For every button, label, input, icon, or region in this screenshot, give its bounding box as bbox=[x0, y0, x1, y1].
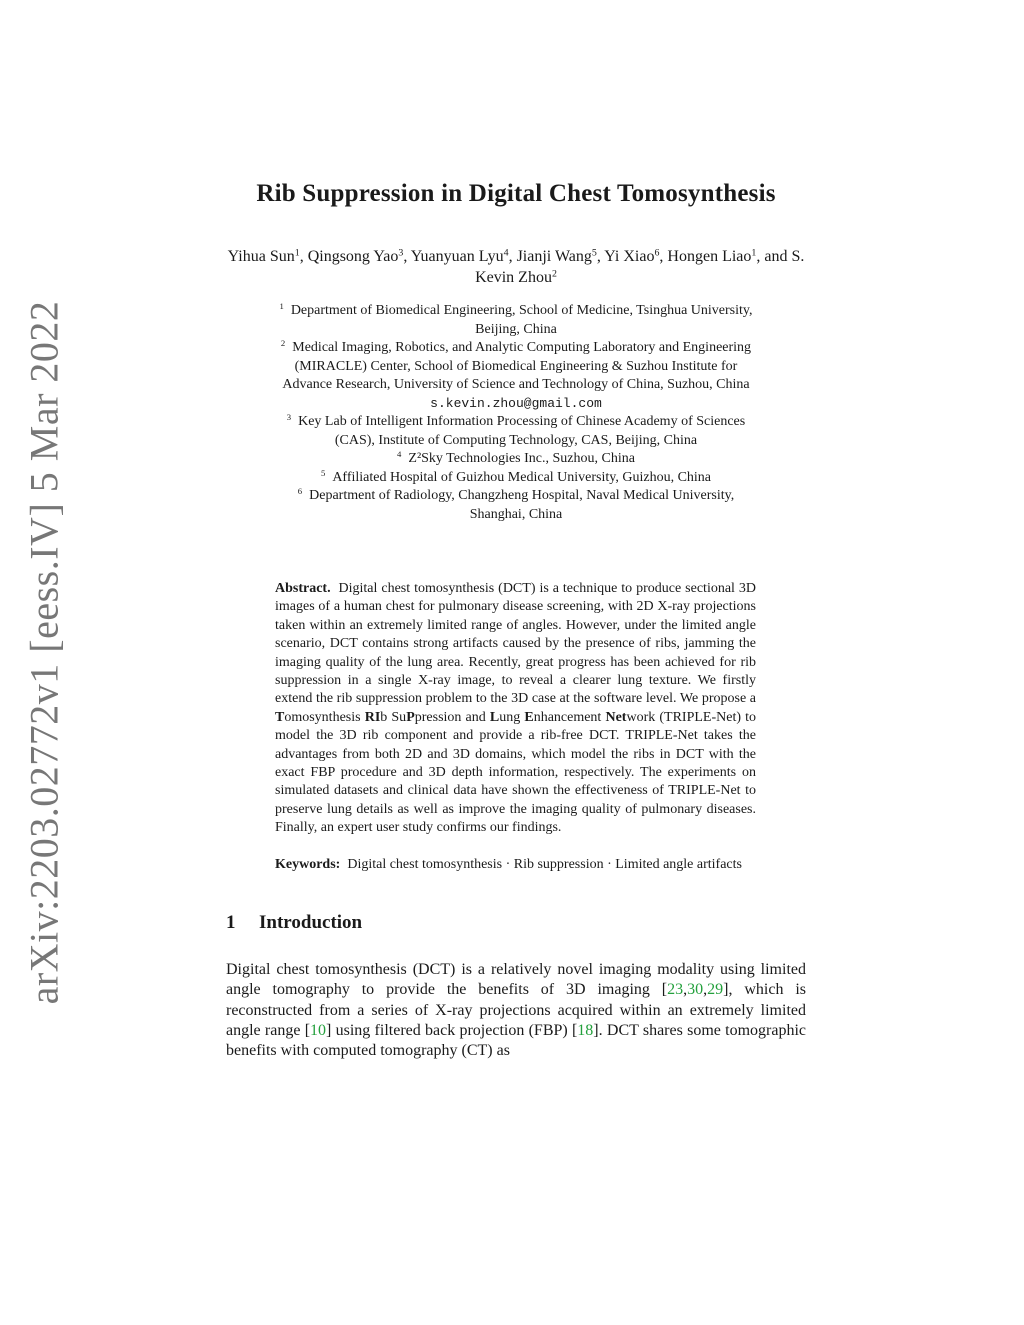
abstract-label: Abstract. bbox=[275, 581, 331, 596]
affiliation-number: 3 bbox=[286, 412, 292, 423]
citation-link[interactable]: 18 bbox=[577, 1021, 594, 1039]
arxiv-sidebar-stamp bbox=[21, 300, 67, 1004]
intro-text: Digital chest tomosynthesis (DCT) is a relatively novel imaging modality using limited angle tomography to provide the benefits of 3D imaging [ bbox=[226, 961, 806, 999]
network-name bbox=[275, 710, 655, 725]
name-segment: work bbox=[626, 709, 656, 725]
author-affiliation-mark: 1 bbox=[294, 247, 300, 259]
name-segment: b Su bbox=[380, 709, 407, 725]
author-affiliation-mark: 3 bbox=[398, 247, 404, 259]
affiliation-item bbox=[226, 450, 806, 469]
affiliation-text: (CAS), Institute of Computing Technology, CAS, Beijing, China bbox=[334, 432, 698, 448]
affiliation-text: Department of Radiology, Changzheng Hospital, Naval Medical University, bbox=[309, 488, 735, 503]
affiliation-item bbox=[226, 302, 806, 339]
keywords-label: Keywords: bbox=[275, 856, 341, 872]
acronym-letters: Net bbox=[605, 709, 627, 725]
paper-page bbox=[226, 180, 806, 1061]
author-name: Qingsong Yao bbox=[307, 248, 399, 265]
affiliation-item bbox=[226, 487, 806, 524]
author-affiliation-mark: 2 bbox=[551, 268, 557, 280]
arxiv-id-label: arXiv:2203.02772v1 [eess.IV] 5 Mar 2022 bbox=[21, 300, 67, 1004]
affiliation-number: 4 bbox=[397, 449, 402, 460]
affiliation-text: (MIRACLE) Center, School of Biomedical Engineering & Suzhou Institute for bbox=[294, 358, 738, 374]
affiliation-text: Department of Biomedical Engineering, School of Medicine, Tsinghua University, bbox=[290, 303, 753, 318]
author-affiliation-mark: 5 bbox=[591, 247, 597, 259]
affiliation-list bbox=[226, 302, 806, 524]
affiliation-line bbox=[226, 376, 806, 395]
citation-link[interactable]: 10 bbox=[310, 1021, 327, 1039]
acronym-letters: P bbox=[406, 709, 415, 725]
intro-text: ], which is reconstructed from a series of X-ray projections acquired within an extremely limited angle range [ bbox=[226, 981, 806, 1039]
abstract-text-part-1: Digital chest tomosynthesis (DCT) is a technique to produce sectional 3D images of a human chest for pulmonary disease screening, with 2D X-ray projections taken within an extremely limited range of angles. However, under the limited angle scenario, DCT contains strong artifacts caused by the presence of ribs, jamming the imaging quality of the lung area. Recently, great progress has been achieved for rib suppression in a single X-ray image, to reveal a clearer lung texture. We firstly extend the rib suppression problem to the 3D case at the software level. We propose a bbox=[275, 581, 756, 707]
name-segment: ung bbox=[499, 709, 525, 725]
author-name: Hongen Liao bbox=[667, 248, 752, 265]
section-heading bbox=[226, 912, 806, 934]
intro-paragraph bbox=[226, 960, 806, 1061]
affiliation-line bbox=[226, 469, 806, 488]
affiliation-text: Beijing, China bbox=[475, 321, 557, 337]
affiliation-item bbox=[226, 413, 806, 450]
author-affiliation-mark: 1 bbox=[751, 247, 757, 259]
affiliation-text: Shanghai, China bbox=[469, 506, 563, 522]
affiliation-line bbox=[226, 339, 806, 358]
citation-link[interactable]: 30 bbox=[687, 981, 704, 999]
intro-text: , bbox=[703, 981, 708, 999]
author-name: Yihua Sun bbox=[227, 248, 295, 265]
affiliation-line bbox=[226, 506, 806, 525]
author-name: Yi Xiao bbox=[604, 248, 655, 265]
affiliation-text: Affiliated Hospital of Guizhou Medical University, Guizhou, China bbox=[332, 469, 712, 485]
author-list: Yihua Sun$^1$, Qingsong Yao$^3$, Yuanyuan Lyu$^4$, Jianji Wang$^5$, Yi Xiao$^6$, Hongen Liao$^1$, and S. Kevin Zhou$^2$ bbox=[227, 247, 805, 286]
affiliation-line bbox=[226, 358, 806, 377]
author-affiliation-mark: 6 bbox=[654, 247, 660, 259]
affiliation-text: Advance Research, University of Science and Technology of China, Suzhou, China bbox=[282, 377, 750, 392]
acronym-letters: L bbox=[489, 709, 500, 725]
affiliation-line bbox=[226, 321, 806, 340]
affiliation-line bbox=[226, 432, 806, 451]
intro-text: ]. DCT shares some tomographic benefits with computed tomography (CT) as bbox=[226, 1021, 806, 1059]
author-name: Jianji Wang bbox=[516, 248, 592, 265]
section-title: Introduction bbox=[259, 912, 363, 934]
affiliation-number: 6 bbox=[297, 486, 303, 497]
affiliation-line bbox=[226, 487, 806, 506]
acronym-letters: RI bbox=[364, 709, 381, 725]
affiliation-number: 1 bbox=[279, 301, 284, 312]
author-affiliation-mark: 4 bbox=[503, 247, 509, 259]
acronym-letters: E bbox=[524, 709, 534, 725]
affiliation-text: Medical Imaging, Robotics, and Analytic Computing Laboratory and Engineering bbox=[292, 340, 752, 355]
citation-link[interactable]: 23 bbox=[667, 981, 684, 999]
keywords-text: Digital chest tomosynthesis · Rib suppression · Limited angle artifacts bbox=[347, 856, 742, 872]
affiliation-item bbox=[226, 339, 806, 413]
intro-text: ] using filtered back projection (FBP) [ bbox=[326, 1021, 578, 1039]
contact-email: s.kevin.zhou@gmail.com bbox=[430, 395, 602, 411]
paper-title: Rib Suppression in Digital Chest Tomosynthesis bbox=[256, 180, 776, 207]
author-name: Yuanyuan Lyu bbox=[410, 248, 504, 265]
name-segment: pression and bbox=[414, 709, 490, 725]
affiliation-line bbox=[226, 413, 806, 432]
name-segment: nhancement bbox=[533, 709, 606, 725]
affiliation-text: Key Lab of Intelligent Information Processing of Chinese Academy of Sciences bbox=[298, 414, 746, 429]
section-number: 1 bbox=[226, 912, 236, 934]
name-segment: omosynthesis bbox=[284, 709, 365, 725]
affiliation-number: 2 bbox=[280, 338, 286, 349]
affiliation-text: Z²Sky Technologies Inc., Suzhou, China bbox=[408, 451, 635, 466]
citation-link[interactable]: 29 bbox=[707, 981, 724, 999]
acronym-letters: T bbox=[275, 709, 285, 725]
keywords bbox=[275, 856, 756, 874]
affiliation-line bbox=[226, 450, 806, 469]
author-name: S. Kevin Zhou bbox=[475, 248, 805, 286]
abstract-text-part-2: (TRIPLE-Net) to model the 3D rib component and provide a rib-free DCT. TRIPLE-Net takes the advantages from both 2D and 3D domains, which model the ribs in DCT with the exact FBP procedure and 3D depth information, respectively. The experiments on simulated datasets and clinical data have shown the effectiveness of TRIPLE-Net to preserve lung details as well as improve the imaging quality of pulmonary diseases. Finally, an expert user study confirms our findings. bbox=[275, 709, 757, 836]
affiliation-line bbox=[226, 302, 806, 321]
affiliation-number: 5 bbox=[320, 467, 326, 478]
affiliation-item bbox=[226, 469, 806, 488]
abstract bbox=[275, 580, 756, 838]
intro-text: , bbox=[683, 981, 688, 999]
